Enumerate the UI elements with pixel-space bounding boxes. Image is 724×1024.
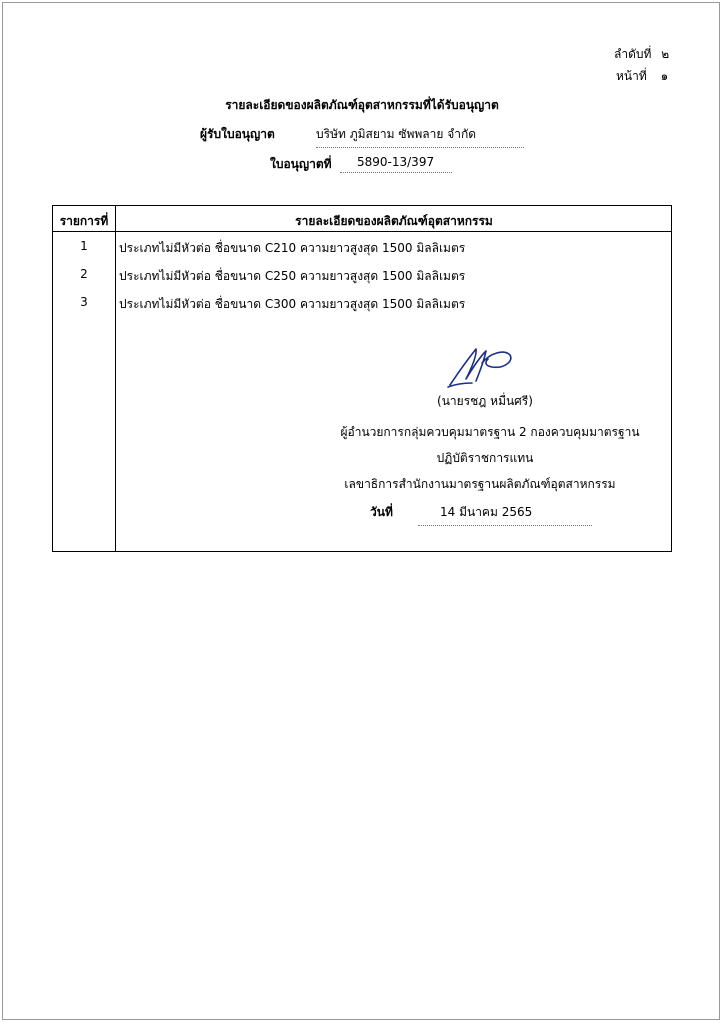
row-description: ประเภทไม่มีหัวต่อ ชื่อขนาด C300 ความยาวสูงสุด 1500 มิลลิเมตร [119, 297, 466, 311]
signatory-position: ผู้อำนวยการกลุ่มควบคุมมาตรฐาน 2 กองควบคุมมาตรฐาน [340, 425, 640, 439]
table-header-item: รายการที่ [59, 214, 109, 228]
signatory-name: (นายรชฎ หมื่นศรี) [437, 394, 533, 408]
license-value: 5890-13/397 [340, 155, 452, 173]
row-number: 1 [80, 239, 88, 253]
page-number [616, 67, 668, 86]
signature-icon [446, 343, 518, 389]
table-header-divider [53, 231, 671, 232]
product-table [52, 205, 672, 552]
document-title: รายละเอียดของผลิตภัณฑ์อุตสาหกรรมที่ได้รับอนุญาต [225, 98, 499, 112]
page-value: ๑ [660, 69, 669, 83]
acting-on-behalf: ปฏิบัติราชการแทน [436, 451, 534, 465]
row-description: ประเภทไม่มีหัวต่อ ชื่อขนาด C250 ความยาวสูงสุด 1500 มิลลิเมตร [119, 269, 466, 283]
table-header-description: รายละเอียดของผลิตภัณฑ์อุตสาหกรรม [295, 214, 493, 228]
order-label: ลำดับที่ [614, 47, 652, 61]
row-number: 2 [80, 267, 88, 281]
order-value: ๒ [661, 47, 670, 61]
table-row [53, 239, 671, 261]
table-row [53, 295, 671, 317]
license-label: ใบอนุญาตที่ [270, 157, 332, 171]
licensee-value: บริษัท ภูมิสยาม ซัพพลาย จำกัด [316, 125, 524, 148]
date-label: วันที่ [370, 505, 393, 519]
date-value: 14 มีนาคม 2565 [418, 503, 592, 526]
page-label: หน้าที่ [616, 69, 647, 83]
row-description: ประเภทไม่มีหัวต่อ ชื่อขนาด C210 ความยาวสูงสุด 1500 มิลลิเมตร [119, 241, 466, 255]
table-row [53, 267, 671, 289]
row-number: 3 [80, 295, 88, 309]
secretary-general-title: เลขาธิการสำนักงานมาตรฐานผลิตภัณฑ์อุตสาหกรรม [344, 477, 616, 491]
licensee-label: ผู้รับใบอนุญาต [200, 127, 275, 141]
order-number [614, 45, 669, 64]
